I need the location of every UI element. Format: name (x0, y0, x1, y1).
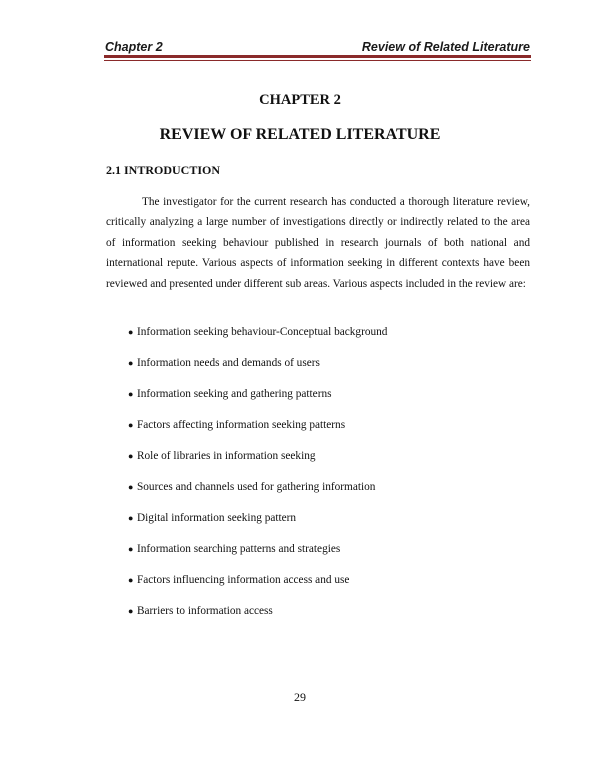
list-item (128, 570, 387, 601)
bullet-icon: ● (128, 358, 134, 368)
bullet-icon: ● (128, 575, 134, 585)
running-header (105, 34, 530, 54)
list-item (128, 446, 387, 477)
header-chapter-label: Chapter 2 (105, 40, 163, 54)
list-item (128, 384, 387, 415)
header-rule-thin (104, 60, 531, 61)
introduction-paragraph: The investigator for the current research has conducted a thorough literature review, critically analyzing a large number of investigations directly or indirectly related to the area of information seeking behaviour published in research journals of both national and international repute. Various aspects of information seeking in different contexts have been reviewed and presented under different sub areas. Various aspects included in the review are: (106, 196, 530, 290)
list-item-text: Information seeking and gathering patterns (137, 388, 332, 400)
list-item-text: Information seeking behaviour-Conceptual background (137, 326, 388, 338)
bullet-icon: ● (128, 389, 134, 399)
list-item (128, 322, 387, 353)
chapter-title: REVIEW OF RELATED LITERATURE (159, 126, 441, 143)
page-number: 29 (294, 690, 306, 704)
header-section-title: Review of Related Literature (361, 40, 530, 54)
bullet-icon: ● (128, 544, 134, 554)
section-heading: 2.1 INTRODUCTION (106, 163, 221, 177)
list-item (128, 601, 387, 632)
chapter-label: CHAPTER 2 (259, 92, 341, 108)
bullet-icon: ● (128, 451, 134, 461)
bullet-icon: ● (128, 513, 134, 523)
bullet-icon: ● (128, 420, 134, 430)
bullet-icon: ● (128, 606, 134, 616)
list-item (128, 477, 387, 508)
list-item-text: Information searching patterns and strategies (137, 543, 341, 555)
list-item (128, 508, 387, 539)
bullet-icon: ● (128, 482, 134, 492)
list-item-text: Barriers to information access (137, 605, 273, 617)
list-item-text: Factors affecting information seeking patterns (137, 419, 346, 431)
list-item-text: Information needs and demands of users (137, 357, 320, 369)
review-aspects-list (128, 322, 387, 632)
header-rule-thick (104, 55, 531, 58)
list-item (128, 415, 387, 446)
list-item-text: Digital information seeking pattern (137, 512, 297, 524)
list-item-text: Role of libraries in information seeking (137, 450, 316, 462)
bullet-icon: ● (128, 327, 134, 337)
list-item-text: Sources and channels used for gathering information (137, 481, 376, 493)
list-item-text: Factors influencing information access and use (137, 574, 350, 586)
list-item (128, 353, 387, 384)
list-item (128, 539, 387, 570)
